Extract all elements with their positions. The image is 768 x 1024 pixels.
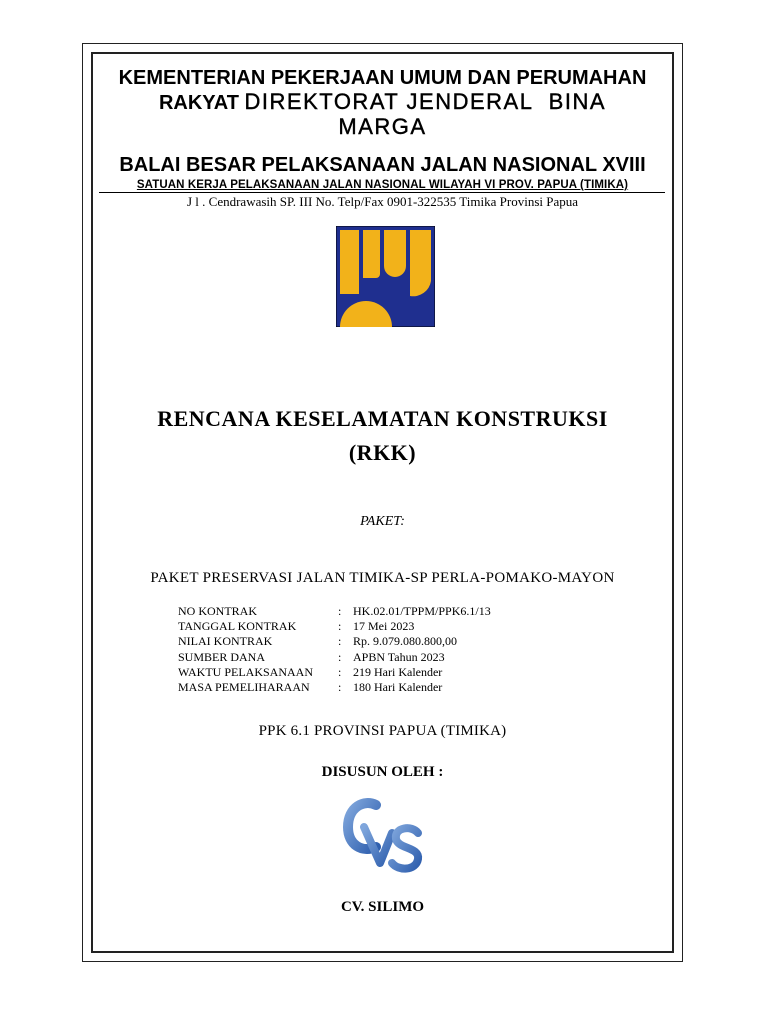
pu-logo-icon — [336, 226, 435, 327]
company-name: CV. SILIMO — [340, 899, 425, 915]
title-line1: RENCANA KESELAMATAN KONSTRUKSI — [157, 406, 608, 431]
paket-name: PAKET PRESERVASI JALAN TIMIKA-SP PERLA-POMAKO-MAYON — [150, 570, 615, 586]
contract-row: WAKTU PELAKSANAAN : 219 Hari Kalender — [178, 664, 443, 679]
contract-row: NILAI KONTRAK : Rp. 9.079.080.800,00 — [178, 634, 458, 649]
document-title — [91, 402, 674, 470]
ministry-rakyat: RAKYAT — [158, 92, 239, 114]
contract-details — [178, 604, 553, 695]
ppk-line: PPK 6.1 PROVINSI PAPUA (TIMIKA) — [258, 723, 507, 739]
contract-row: TANGGAL KONTRAK : 17 Mei 2023 — [178, 619, 415, 634]
satker-heading: SATUAN KERJA PELAKSANAAN JALAN NASIONAL WILAYAH VI PROV. PAPUA (TIMIKA) — [136, 179, 629, 191]
contract-row: SUMBER DANA : APBN Tahun 2023 — [178, 649, 445, 664]
ministry-line1: KEMENTERIAN PEKERJAAN UMUM DAN PERUMAHAN — [118, 67, 647, 89]
prepared-by-label: DISUSUN OLEH : — [321, 764, 444, 780]
header-divider — [99, 192, 665, 193]
address-line: J l . Cendrawasih SP. III No. Telp/Fax 0901-322535 Timika Provinsi Papua — [186, 194, 579, 209]
title-line2: (RKK) — [348, 440, 417, 465]
directorate-part2: MARGA — [338, 114, 427, 139]
contract-row: NO KONTRAK : HK.02.01/TPPM/PPK6.1/13 — [178, 604, 491, 618]
contract-row: MASA PEMELIHARAAN : 180 Hari Kalender — [178, 680, 443, 695]
directorate-part1: DIREKTORAT JENDERAL BINA — [244, 89, 607, 114]
cvs-logo-icon — [342, 797, 426, 877]
paket-label: PAKET: — [360, 514, 405, 529]
ministry-heading — [91, 66, 674, 139]
balai-heading: BALAI BESAR PELAKSANAAN JALAN NASIONAL XVIII — [119, 154, 646, 176]
